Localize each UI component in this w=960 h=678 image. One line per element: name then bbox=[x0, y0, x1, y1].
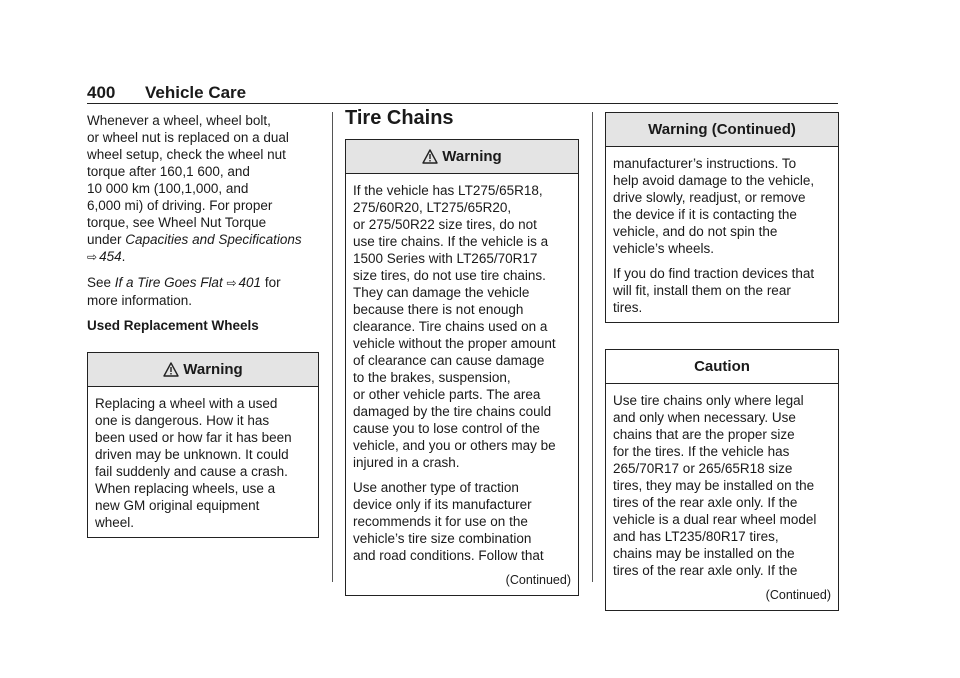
warning-triangle-icon bbox=[163, 356, 179, 389]
text-line: chains may be installed on the bbox=[613, 546, 795, 561]
text-line: new GM original equipment bbox=[95, 498, 260, 513]
text-line: wheel. bbox=[95, 515, 135, 530]
text-fragment: under bbox=[87, 232, 126, 247]
subheading: Used Replacement Wheels bbox=[87, 318, 259, 333]
header-rule bbox=[87, 103, 838, 104]
text-line: They can damage the vehicle bbox=[353, 285, 530, 300]
text-line: vehicle without the proper amount bbox=[353, 336, 556, 351]
text-fragment: . bbox=[121, 249, 126, 264]
text-line: Use tire chains only where legal bbox=[613, 393, 804, 408]
warning-body bbox=[88, 387, 318, 537]
text-line: 265/70R17 or 265/65R18 size bbox=[613, 461, 793, 476]
page-reference-arrow-icon: ⇨ bbox=[226, 276, 237, 290]
text-line: If the vehicle has LT275/65R18, bbox=[353, 183, 543, 198]
intro-paragraph bbox=[87, 112, 319, 266]
text-line: damaged by the tire chains could bbox=[353, 404, 552, 419]
page-reference-link[interactable]: 454 bbox=[99, 249, 122, 264]
page-number: 400 bbox=[87, 83, 116, 102]
column-divider bbox=[332, 112, 333, 582]
text-line: Replacing a wheel with a used bbox=[95, 396, 278, 411]
text-line: torque, see Wheel Nut Torque bbox=[87, 215, 267, 230]
text-line: injured in a crash. bbox=[353, 455, 460, 470]
text-line: help avoid damage to the vehicle, bbox=[613, 173, 815, 188]
warning-title: Warning bbox=[183, 361, 243, 378]
cross-reference-link[interactable]: Capacities and Specifications bbox=[125, 232, 302, 247]
warning-box bbox=[87, 352, 319, 538]
column-left bbox=[87, 112, 319, 538]
warning-continued-box bbox=[605, 112, 839, 323]
warning-box bbox=[345, 139, 579, 596]
warning-text bbox=[353, 182, 571, 471]
text-line: cause you to lose control of the bbox=[353, 421, 540, 436]
text-line: 10 000 km (100,1,000, and bbox=[87, 181, 249, 196]
text-line: fail suddenly and cause a crash. bbox=[95, 464, 288, 479]
caution-box bbox=[605, 349, 839, 611]
text-line: 1500 Series with LT265/70R17 bbox=[353, 251, 538, 266]
text-line: tires, they may be installed on the bbox=[613, 478, 815, 493]
text-line: wheel setup, check the wheel nut bbox=[87, 147, 286, 162]
continued-label: (Continued) bbox=[505, 573, 571, 587]
text-fragment: for bbox=[261, 275, 281, 290]
text-line: drive slowly, readjust, or remove bbox=[613, 190, 806, 205]
warning-text bbox=[353, 479, 571, 564]
text-line: 275/60R20, LT275/65R20, bbox=[353, 200, 512, 215]
text-line: more information. bbox=[87, 293, 193, 308]
text-line: tires of the rear axle only. If the bbox=[613, 563, 798, 578]
text-line: vehicle, and do not spin the bbox=[613, 224, 778, 239]
text-line bbox=[87, 274, 319, 292]
warning-text bbox=[613, 265, 831, 316]
text-line: driven may be unknown. It could bbox=[95, 447, 289, 462]
column-right bbox=[605, 112, 839, 611]
text-line: torque after 160,1 600, and bbox=[87, 164, 250, 179]
warning-text bbox=[613, 155, 831, 257]
text-line: vehicle’s wheels. bbox=[613, 241, 715, 256]
text-line: and has LT235/80R17 tires, bbox=[613, 529, 779, 544]
text-line: size tires, do not use tire chains. bbox=[353, 268, 546, 283]
text-line: tires. bbox=[613, 300, 643, 315]
page-header bbox=[87, 80, 838, 104]
text-line: use tire chains. If the vehicle is a bbox=[353, 234, 549, 249]
section-heading: Tire Chains bbox=[345, 107, 454, 129]
warning-title: Warning bbox=[442, 148, 502, 165]
cross-reference-link[interactable]: If a Tire Goes Flat bbox=[114, 275, 223, 290]
text-line: the device if it is contacting the bbox=[613, 207, 797, 222]
text-line: to the brakes, suspension, bbox=[353, 370, 511, 385]
warning-header: Warning (Continued) bbox=[606, 113, 838, 147]
text-line: If you do find traction devices that bbox=[613, 266, 815, 281]
text-fragment: See bbox=[87, 275, 115, 290]
text-line: and only when necessary. Use bbox=[613, 410, 796, 425]
text-line: Use another type of traction bbox=[353, 480, 519, 495]
page-reference-link[interactable]: 401 bbox=[238, 275, 262, 290]
text-line: When replacing wheels, use a bbox=[95, 481, 276, 496]
text-line: vehicle’s tire size combination bbox=[353, 531, 532, 546]
text-line: and road conditions. Follow that bbox=[353, 548, 544, 563]
text-line: device only if its manufacturer bbox=[353, 497, 532, 512]
text-line: of clearance can cause damage bbox=[353, 353, 545, 368]
warning-body bbox=[606, 147, 838, 322]
warning-triangle-icon bbox=[422, 143, 438, 176]
text-line: will fit, install them on the rear bbox=[613, 283, 791, 298]
text-line: chains that are the proper size bbox=[613, 427, 795, 442]
warning-body bbox=[346, 174, 578, 595]
continued-label: (Continued) bbox=[765, 588, 831, 602]
text-line: or wheel nut is replaced on a dual bbox=[87, 130, 289, 145]
text-line bbox=[87, 231, 319, 248]
text-line: vehicle, and you or others may be bbox=[353, 438, 556, 453]
text-line: been used or how far it has been bbox=[95, 430, 292, 445]
warning-header bbox=[346, 140, 578, 174]
text-line: manufacturer’s instructions. To bbox=[613, 156, 797, 171]
text-line: 6,000 mi) of driving. For proper bbox=[87, 198, 273, 213]
text-line: or 275/50R22 size tires, do not bbox=[353, 217, 537, 232]
text-line bbox=[87, 248, 319, 266]
text-line: vehicle is a dual rear wheel model bbox=[613, 512, 817, 527]
text-line: because there is not enough bbox=[353, 302, 524, 317]
text-line: tires of the rear axle only. If the bbox=[613, 495, 798, 510]
text-line: or other vehicle parts. The area bbox=[353, 387, 541, 402]
text-line: clearance. Tire chains used on a bbox=[353, 319, 548, 334]
page-reference-arrow-icon: ⇨ bbox=[87, 250, 98, 264]
text-line: Whenever a wheel, wheel bolt, bbox=[87, 113, 271, 128]
column-middle bbox=[345, 107, 579, 596]
section-title: Vehicle Care bbox=[145, 83, 247, 102]
text-line: for the tires. If the vehicle has bbox=[613, 444, 790, 459]
caution-header: Caution bbox=[606, 350, 838, 384]
text-line: one is dangerous. How it has bbox=[95, 413, 270, 428]
caution-text bbox=[613, 392, 831, 579]
column-divider bbox=[592, 112, 593, 582]
text-line: recommends it for use on the bbox=[353, 514, 528, 529]
see-also-paragraph bbox=[87, 274, 319, 309]
warning-header bbox=[88, 353, 318, 387]
caution-body bbox=[606, 384, 838, 610]
warning-text bbox=[95, 395, 311, 531]
